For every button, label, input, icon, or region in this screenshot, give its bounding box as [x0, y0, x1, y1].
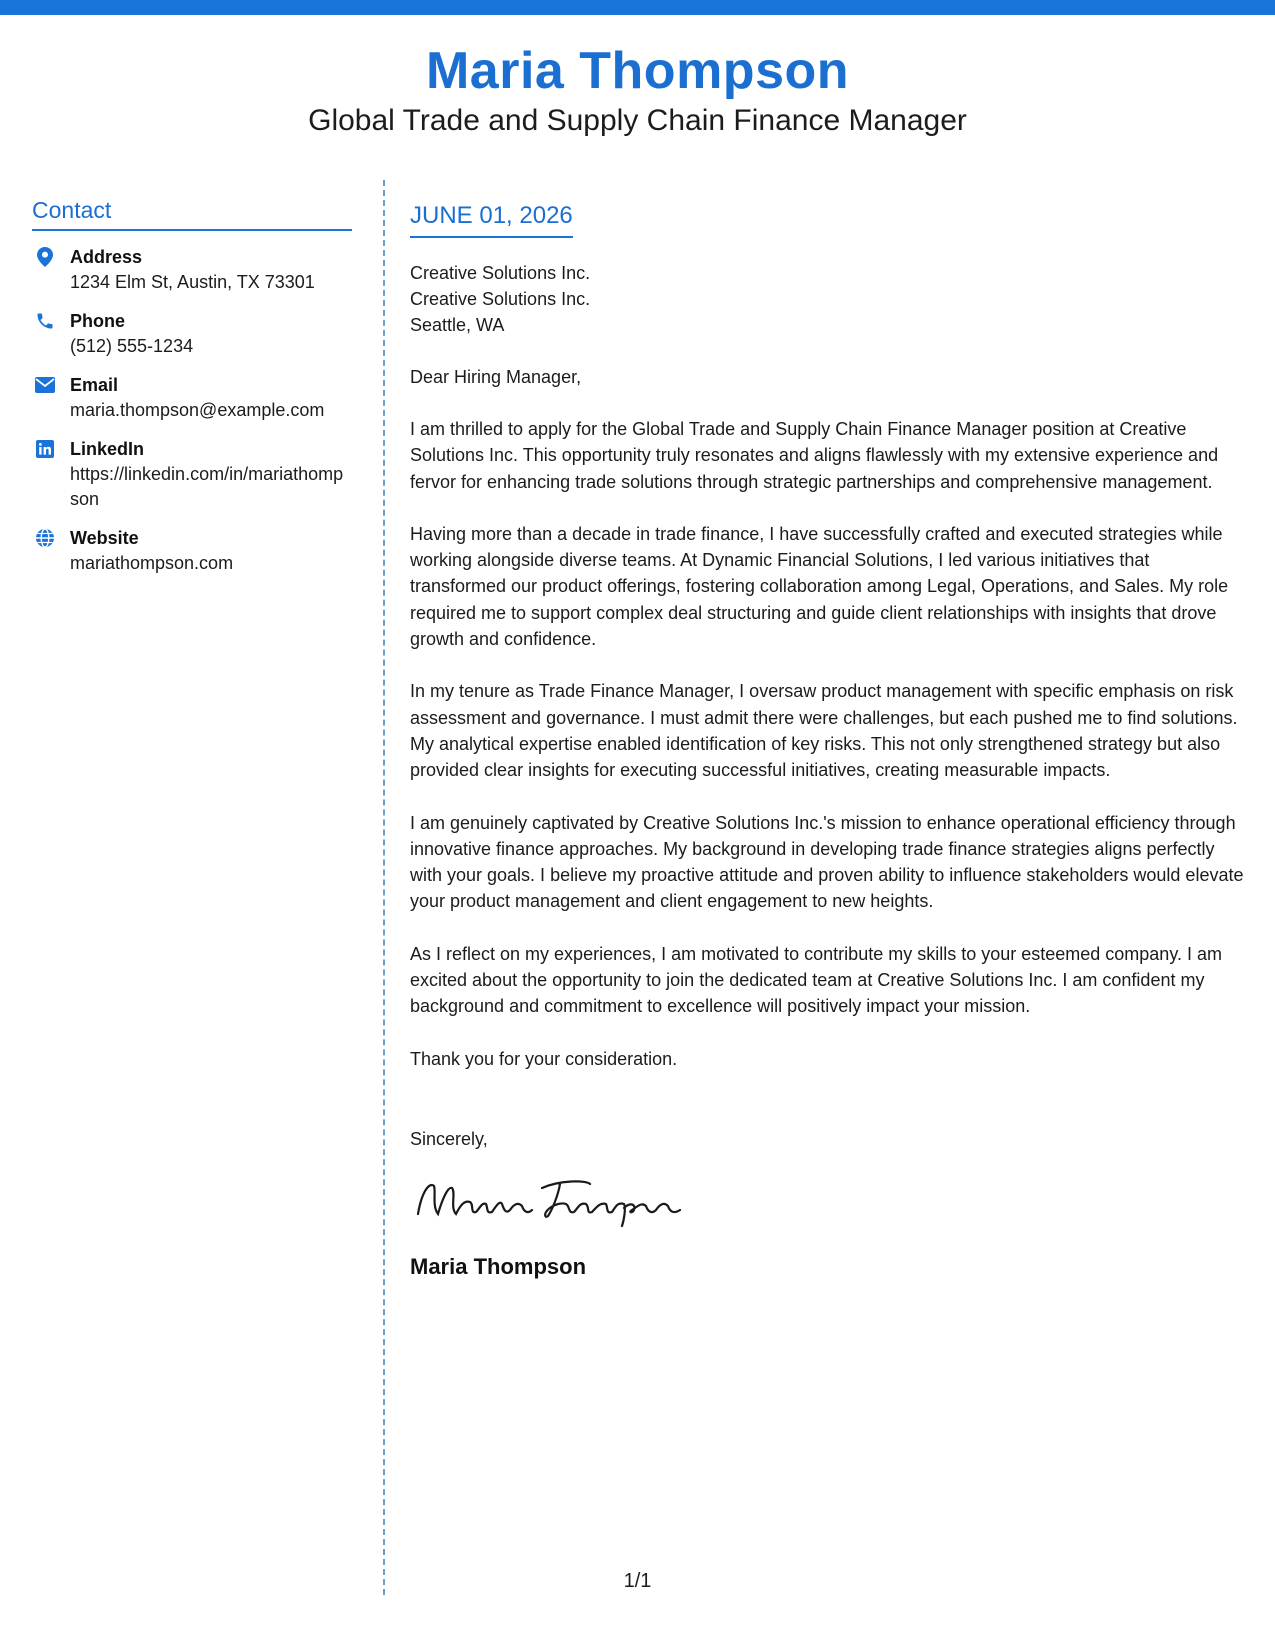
handwritten-signature — [410, 1170, 690, 1230]
letter-date: JUNE 01, 2026 — [410, 200, 573, 238]
recipient-line: Seattle, WA — [410, 315, 505, 335]
letter-header — [0, 40, 1275, 140]
contact-item-email — [32, 373, 352, 423]
recipient-line: Creative Solutions Inc. — [410, 263, 591, 283]
contact-label: Address — [70, 247, 143, 267]
email-value[interactable]: maria.thompson@example.com — [70, 400, 325, 420]
address-value: 1234 Elm St, Austin, TX 73301 — [70, 272, 315, 292]
phone-icon — [34, 310, 56, 332]
letter-paragraph: Having more than a decade in trade finance, I have successfully crafted and executed strategies while working alongside diverse teams. At Dynamic Financial Solutions, I led various initiatives that transformed our product offerings, fostering collaboration among Legal, Operations, and Sales. My role required me to support complex deal structuring and guide client relationships with insights that drove growth and confidence. — [410, 523, 1229, 650]
contact-heading: Contact — [32, 195, 352, 231]
contact-label: Phone — [70, 311, 126, 331]
phone-value: (512) 555-1234 — [70, 336, 194, 356]
closing: Sincerely, — [410, 1128, 488, 1149]
top-accent-bar — [0, 0, 1275, 15]
column-divider — [383, 180, 385, 1595]
job-title: Global Trade and Supply Chain Finance Manager — [308, 104, 967, 137]
page-number: 1/1 — [623, 1570, 652, 1592]
letter-body — [410, 200, 1250, 1282]
recipient-line: Creative Solutions Inc. — [410, 289, 591, 309]
contact-item-phone — [32, 309, 352, 359]
contact-item-linkedin — [32, 437, 352, 512]
contact-sidebar — [32, 195, 352, 576]
contact-item-address — [32, 245, 352, 295]
greeting: Dear Hiring Manager, — [410, 367, 582, 387]
letter-paragraph: I am thrilled to apply for the Global Trade and Supply Chain Finance Manager position at Creative Solutions Inc. This opportunity truly resonates and aligns flawlessly with my extensive experience and fervor for enhancing trade solutions through strategic partnerships and comprehensive management. — [410, 419, 1219, 492]
recipient-block — [410, 260, 1250, 338]
letter-paragraph: Thank you for your consideration. — [410, 1048, 678, 1069]
contact-item-website — [32, 526, 352, 576]
applicant-name: Maria Thompson — [425, 42, 850, 100]
letter-paragraph: I am genuinely captivated by Creative Solutions Inc.'s mission to enhance operational efficiency through innovative finance approaches. My background in developing trade finance strategies aligns perfectly with your goals. I believe my proactive attitude and proven ability to influence stakeholders would elevate your product management and client engagement to new heights. — [410, 812, 1244, 912]
location-pin-icon — [34, 246, 56, 268]
website-value[interactable]: mariathompson.com — [70, 553, 234, 573]
signed-name: Maria Thompson — [410, 1253, 587, 1279]
contact-label: LinkedIn — [70, 439, 145, 459]
linkedin-icon — [34, 438, 56, 460]
envelope-icon — [34, 374, 56, 396]
contact-label: Email — [70, 375, 119, 395]
letter-paragraph: As I reflect on my experiences, I am motivated to contribute my skills to your esteemed company. I am excited about the opportunity to join the dedicated team at Creative Solutions Inc. I am confident my background and commitment to excellence will positively impact your mission. — [410, 943, 1222, 1017]
letter-paragraph: In my tenure as Trade Finance Manager, I oversaw product management with specific emphasis on risk assessment and governance. I must admit there were challenges, but each pushed me to find solutions. My analytical expertise enabled identification of key risks. This not only strengthened strategy but also provided clear insights for executing successful initiatives, creating measurable impacts. — [410, 681, 1238, 781]
globe-icon — [34, 527, 56, 549]
linkedin-value[interactable]: https://linkedin.com/in/mariathompson — [70, 464, 344, 509]
contact-label: Website — [70, 528, 139, 548]
